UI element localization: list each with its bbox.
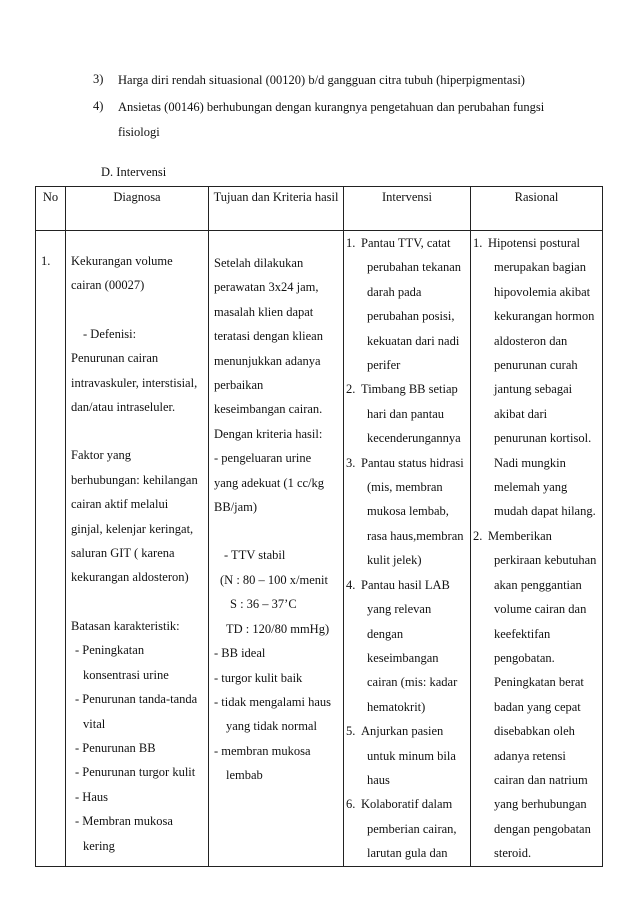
list-number: 1. — [346, 236, 356, 250]
header-tujuan-line: Tujuan dan Kriteria — [213, 190, 312, 204]
item-number: 4) — [93, 99, 104, 113]
list-text — [361, 231, 465, 377]
list-number: 1. — [473, 236, 483, 250]
list-text-line: perubahan tekanan — [367, 260, 462, 275]
list-text — [361, 377, 465, 450]
list-text-line: keseimbangan — [367, 650, 439, 665]
list-text — [361, 451, 465, 573]
list-number: 4. — [346, 577, 356, 592]
tujuan-line: BB/jam) — [214, 500, 258, 515]
list-number: 3. — [346, 455, 356, 470]
list-number: 2. — [346, 382, 356, 397]
diagnosa-line: cairan (00027) — [71, 278, 145, 293]
batasan-item: - Haus — [75, 789, 108, 804]
list-text-line: melemah yang — [494, 480, 568, 495]
header-intervensi: Intervensi — [344, 187, 471, 231]
header-diagnosa: Diagnosa — [66, 187, 209, 231]
list-text-line: volume cairan dan — [494, 602, 587, 617]
intervention-list — [346, 231, 465, 866]
criteria-line: yang tidak normal — [226, 719, 317, 734]
list-number: 2. — [473, 528, 483, 543]
list-text — [488, 524, 597, 866]
ttv-line: (N : 80 – 100 x/menit — [220, 572, 328, 587]
diagnosa-line: Kekurangan volume — [71, 254, 173, 268]
diagnosa-line: berhubungan: kehilangan — [71, 472, 198, 487]
tujuan-line: - pengeluaran urine — [214, 451, 312, 466]
list-text-line: pengobatan. — [494, 650, 555, 665]
list-text-line: Pantau status hidrasi — [361, 455, 464, 470]
batasan-item: vital — [83, 716, 106, 731]
cell-tujuan — [209, 231, 344, 867]
ttv-line: S : 36 – 37’C — [230, 597, 297, 612]
tujuan-line: teratasi dengan kliean — [214, 329, 323, 344]
header-tujuan — [209, 187, 344, 231]
list-text-line: merupakan bagian — [494, 260, 586, 275]
list-text-line: Kolaboratif dalam — [361, 797, 453, 812]
list-text-line: (mis, membran — [367, 480, 443, 495]
diagnosa-line: ginjal, kelenjar keringat, — [71, 521, 194, 536]
list-text-line: kekuatan dari nadi — [367, 333, 460, 348]
section-title: D. Intervensi — [101, 165, 167, 179]
list-text-line: akibat dari — [494, 406, 548, 421]
list-text-line: Pantau TTV, catat — [361, 236, 451, 250]
criteria-line: - tidak mengalami haus — [214, 694, 331, 709]
item-number: 3) — [93, 72, 104, 86]
header-rasional: Rasional — [471, 187, 603, 231]
list-text — [488, 231, 597, 524]
list-text-line: dengan pengobatan — [494, 821, 591, 836]
tujuan-line: yang adekuat (1 cc/kg — [214, 475, 325, 490]
diagnosis-item-text: Harga diri rendah situasional (00120) b/d gangguan citra tubuh (hiperpigmentasi) — [118, 73, 525, 87]
list-text-line: akan penggantian — [494, 577, 582, 592]
intervention-item — [346, 719, 465, 792]
intervention-item — [346, 377, 465, 450]
list-text-line: jantung sebagai — [494, 382, 573, 397]
list-text-line: yang relevan — [367, 602, 432, 617]
table-row — [36, 231, 603, 867]
list-text-line: Timbang BB setiap — [361, 382, 458, 397]
list-number: 5. — [346, 724, 356, 739]
batasan-item: - Penurunan BB — [75, 740, 156, 755]
criteria-line: - membran mukosa — [214, 743, 311, 758]
rationale-list — [473, 231, 597, 866]
list-number: 6. — [346, 797, 356, 812]
list-text-line: yang berhubungan — [494, 797, 587, 812]
tujuan-line: masalah klien dapat — [214, 304, 314, 319]
list-text-line: disebabkan oleh — [494, 724, 575, 739]
diagnosa-line: Faktor yang — [71, 448, 132, 463]
list-text-line: hipovolemia akibat — [494, 284, 591, 299]
list-text-line: Pantau hasil LAB — [361, 577, 450, 592]
intervention-table — [35, 186, 603, 867]
batasan-item: - Penurunan tanda-tanda — [75, 692, 198, 707]
batasan-item: - Penurunan turgor kulit — [75, 765, 196, 780]
list-text-line: keefektifan — [494, 626, 551, 641]
list-text-line: steroid. — [494, 846, 532, 861]
list-text-line: Hipotensi postural — [488, 236, 581, 250]
list-text-line: badan yang cepat — [494, 699, 581, 714]
list-text-line: penurunan kortisol. — [494, 431, 592, 446]
table-header-row — [36, 187, 603, 231]
list-text-line: perifer — [367, 358, 401, 373]
cell-no — [36, 231, 66, 867]
row-number: 1. — [41, 254, 51, 268]
list-text-line: darah pada — [367, 284, 422, 299]
batasan-item: konsentrasi urine — [83, 667, 169, 682]
diagnosa-line: intravaskuler, interstisial, — [71, 375, 198, 390]
tujuan-line: menunjukkan adanya — [214, 353, 321, 368]
rationale-item — [473, 524, 597, 866]
list-text — [361, 792, 465, 865]
list-text-line: hematokrit) — [367, 699, 426, 714]
intervention-item — [346, 451, 465, 573]
list-text-line: aldosteron dan — [494, 333, 568, 348]
cell-rasional — [471, 231, 603, 867]
diagnosa-line: saluran GIT ( karena — [71, 546, 175, 561]
list-text-line: haus — [367, 772, 390, 787]
intervention-item — [346, 231, 465, 377]
list-text-line: larutan gula dan — [367, 846, 448, 861]
list-text-line: kekurangan hormon — [494, 309, 595, 324]
list-text-line: hari dan pantau — [367, 406, 445, 421]
list-text-line: perkiraan kebutuhan — [494, 553, 597, 568]
list-text-line: cairan dan natrium — [494, 772, 588, 787]
list-text-line: untuk minum bila — [367, 748, 456, 763]
list-text-line: pemberian cairan, — [367, 821, 457, 836]
intervention-item — [346, 573, 465, 719]
criteria-line: lembab — [226, 768, 263, 783]
list-text-line: penurunan curah — [494, 358, 578, 373]
list-text — [361, 719, 465, 792]
batasan-item: - Peningkatan — [75, 643, 145, 658]
list-text-line: cairan (mis: kadar — [367, 675, 458, 690]
list-text-line: dengan — [367, 626, 404, 641]
tujuan-line: Setelah dilakukan — [214, 256, 304, 270]
ttv-line: TD : 120/80 mmHg) — [226, 621, 330, 636]
list-text-line: kecenderungannya — [367, 431, 461, 446]
tujuan-line: keseimbangan cairan. — [214, 402, 323, 417]
tujuan-line: perawatan 3x24 jam, — [214, 280, 319, 295]
criteria-line: - turgor kulit baik — [214, 670, 303, 685]
header-no: No — [36, 187, 66, 231]
batasan-item: - Membran mukosa — [75, 814, 173, 829]
rationale-item — [473, 231, 597, 524]
diagnosa-line: cairan aktif melalui — [71, 497, 169, 512]
tujuan-line: Dengan kriteria hasil: — [214, 426, 323, 441]
list-text-line: Peningkatan berat — [494, 675, 584, 690]
diagnosis-item-text: Ansietas (00146) berhubungan dengan kurangnya pengetahuan dan perubahan fungsi — [118, 100, 545, 114]
list-text-line: Anjurkan pasien — [361, 724, 444, 739]
cell-intervensi — [344, 231, 471, 867]
cell-diagnosa — [66, 231, 209, 867]
ttv-line: - TTV stabil — [224, 548, 286, 563]
list-text-line: rasa haus,membran — [367, 528, 464, 543]
list-text-line: perubahan posisi, — [367, 309, 455, 324]
diagnosa-line: kekurangan aldosteron) — [71, 570, 189, 585]
header-tujuan-line: hasil — [314, 190, 339, 204]
list-text-line: mukosa lembab, — [367, 504, 449, 519]
diagnosa-line: dan/atau intraseluler. — [71, 400, 176, 415]
criteria-line: - BB ideal — [214, 646, 266, 661]
definition-label: - Defenisi: — [83, 326, 137, 341]
list-text-line: kulit jelek) — [367, 553, 422, 568]
diagnosa-line: Penurunan cairan — [71, 351, 159, 366]
intervention-item — [346, 792, 465, 865]
list-text-line: Memberikan — [488, 528, 552, 543]
list-text-line: adanya retensi — [494, 748, 566, 763]
tujuan-line: perbaikan — [214, 378, 264, 393]
diagnosis-item-continuation: fisiologi — [118, 125, 160, 139]
list-text-line: Nadi mungkin — [494, 455, 566, 470]
list-text — [361, 573, 465, 719]
batasan-item: kering — [83, 838, 115, 853]
list-text-line: mudah dapat hilang. — [494, 504, 596, 519]
batasan-title: Batasan karakteristik: — [71, 618, 180, 633]
